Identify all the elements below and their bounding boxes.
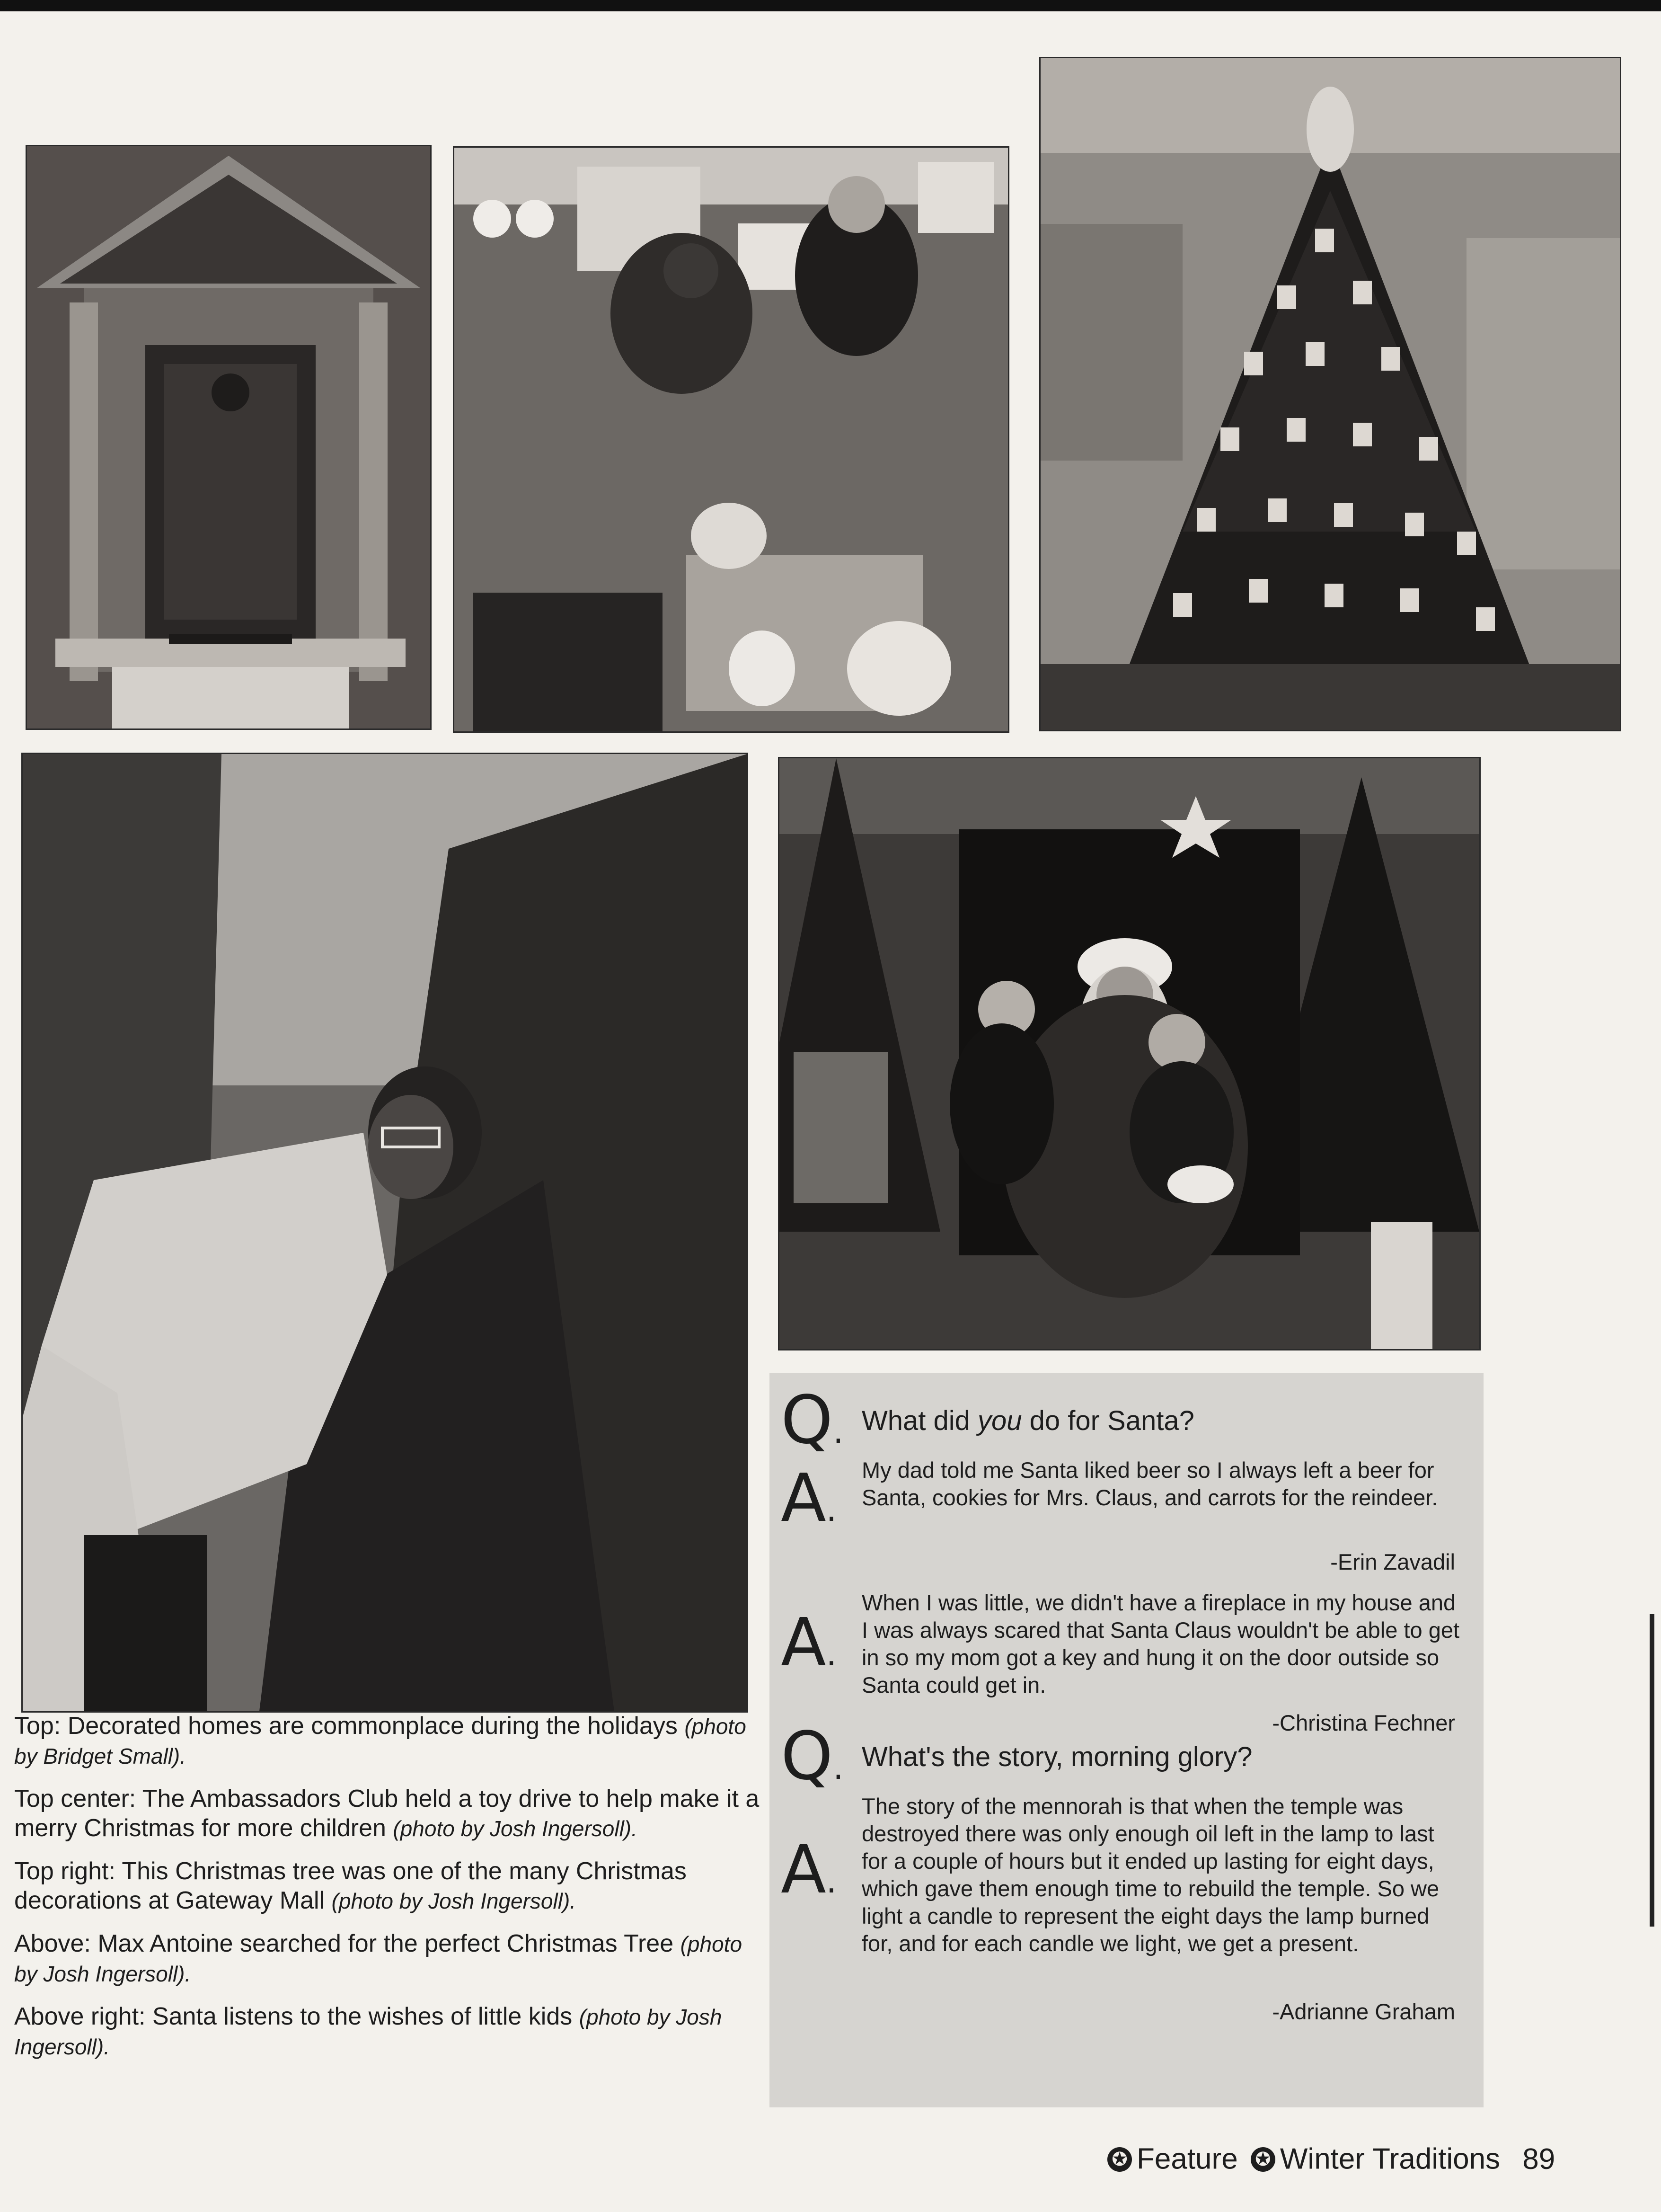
- caption-above: [14, 1929, 767, 1989]
- caption-credit: (photo by Bridget Small).: [14, 1714, 746, 1768]
- q-letter: Q.: [781, 1718, 844, 1795]
- answer-2-text: When I was little, we didn't have a fireplace in my house and I was always scared that Santa Claus wouldn't be able to get in so my mom got a key and hung it on the door outside so Santa could get in.: [862, 1590, 1460, 1697]
- caption-text: Top right: This Christmas tree was one of the many Christmas decorations at Gateway Mall: [14, 1857, 687, 1914]
- photo-mall-christmas-tree: [1039, 57, 1621, 731]
- caption-credit: (photo by Josh Ingersoll).: [14, 2005, 722, 2059]
- page-footer: [1107, 2139, 1581, 2176]
- footer-section: Feature: [1137, 2142, 1238, 2176]
- q-letter: Q.: [781, 1382, 844, 1459]
- answer-3-text: The story of the mennorah is that when the temple was destroyed there was only enough oil left in the lamp to last for a couple of hours but it ended up lasting for eight days, which gave them enough time to rebuild the temple. So we light a candle to represent the eight days the lamp burned for, and for each candle we light, we get a present.: [862, 1794, 1440, 1956]
- page-number: 89: [1522, 2142, 1555, 2176]
- answer-2-attribution: -Christina Fechner: [1272, 1710, 1455, 1735]
- photo-decorated-home: [26, 145, 432, 730]
- caption-credit: (photo by Josh Ingersoll).: [14, 1932, 742, 1986]
- qa-box: [769, 1373, 1484, 2107]
- caption-text: Top center: The Ambassadors Club held a toy drive to help make it a merry Christmas for more children: [14, 1785, 760, 1842]
- answer-1-attribution: -Erin Zavadil: [1330, 1549, 1455, 1574]
- caption-credit: (photo by Josh Ingersoll).: [393, 1816, 637, 1841]
- caption-top-center: [14, 1784, 767, 1843]
- caption-top-right: [14, 1857, 767, 1916]
- caption-text: Above right: Santa listens to the wishes of little kids: [14, 2003, 573, 2030]
- caption-above-right: [14, 2002, 767, 2061]
- a-letter: A.: [781, 1831, 837, 1909]
- photo-captions: [14, 1711, 767, 2075]
- caption-credit: (photo by Josh Ingersoll).: [331, 1889, 576, 1913]
- question-1-text: What did you do for Santa?: [862, 1405, 1194, 1436]
- page-binding-edge: [1650, 1614, 1654, 1927]
- photo-santa-with-kids: [778, 757, 1481, 1350]
- photo-toy-drive: [453, 146, 1009, 733]
- star-icon: ✪: [1251, 2147, 1275, 2172]
- photo-tree-search: [21, 753, 748, 1713]
- caption-top: [14, 1711, 767, 1771]
- a-letter: A.: [781, 1460, 837, 1537]
- a-letter: A.: [781, 1604, 837, 1681]
- top-edge: [0, 0, 1661, 11]
- answer-3-attribution: -Adrianne Graham: [1272, 1999, 1455, 2024]
- answer-1-text: My dad told me Santa liked beer so I always left a beer for Santa, cookies for Mrs. Claus, and carrots for the reindeer.: [862, 1457, 1438, 1510]
- caption-text: Top: Decorated homes are commonplace during the holidays: [14, 1712, 678, 1740]
- question-2-text: What's the story, morning glory?: [862, 1741, 1253, 1772]
- footer-topic: Winter Traditions: [1280, 2142, 1501, 2176]
- caption-text: Above: Max Antoine searched for the perfect Christmas Tree: [14, 1930, 674, 1957]
- star-icon: ✪: [1107, 2147, 1132, 2172]
